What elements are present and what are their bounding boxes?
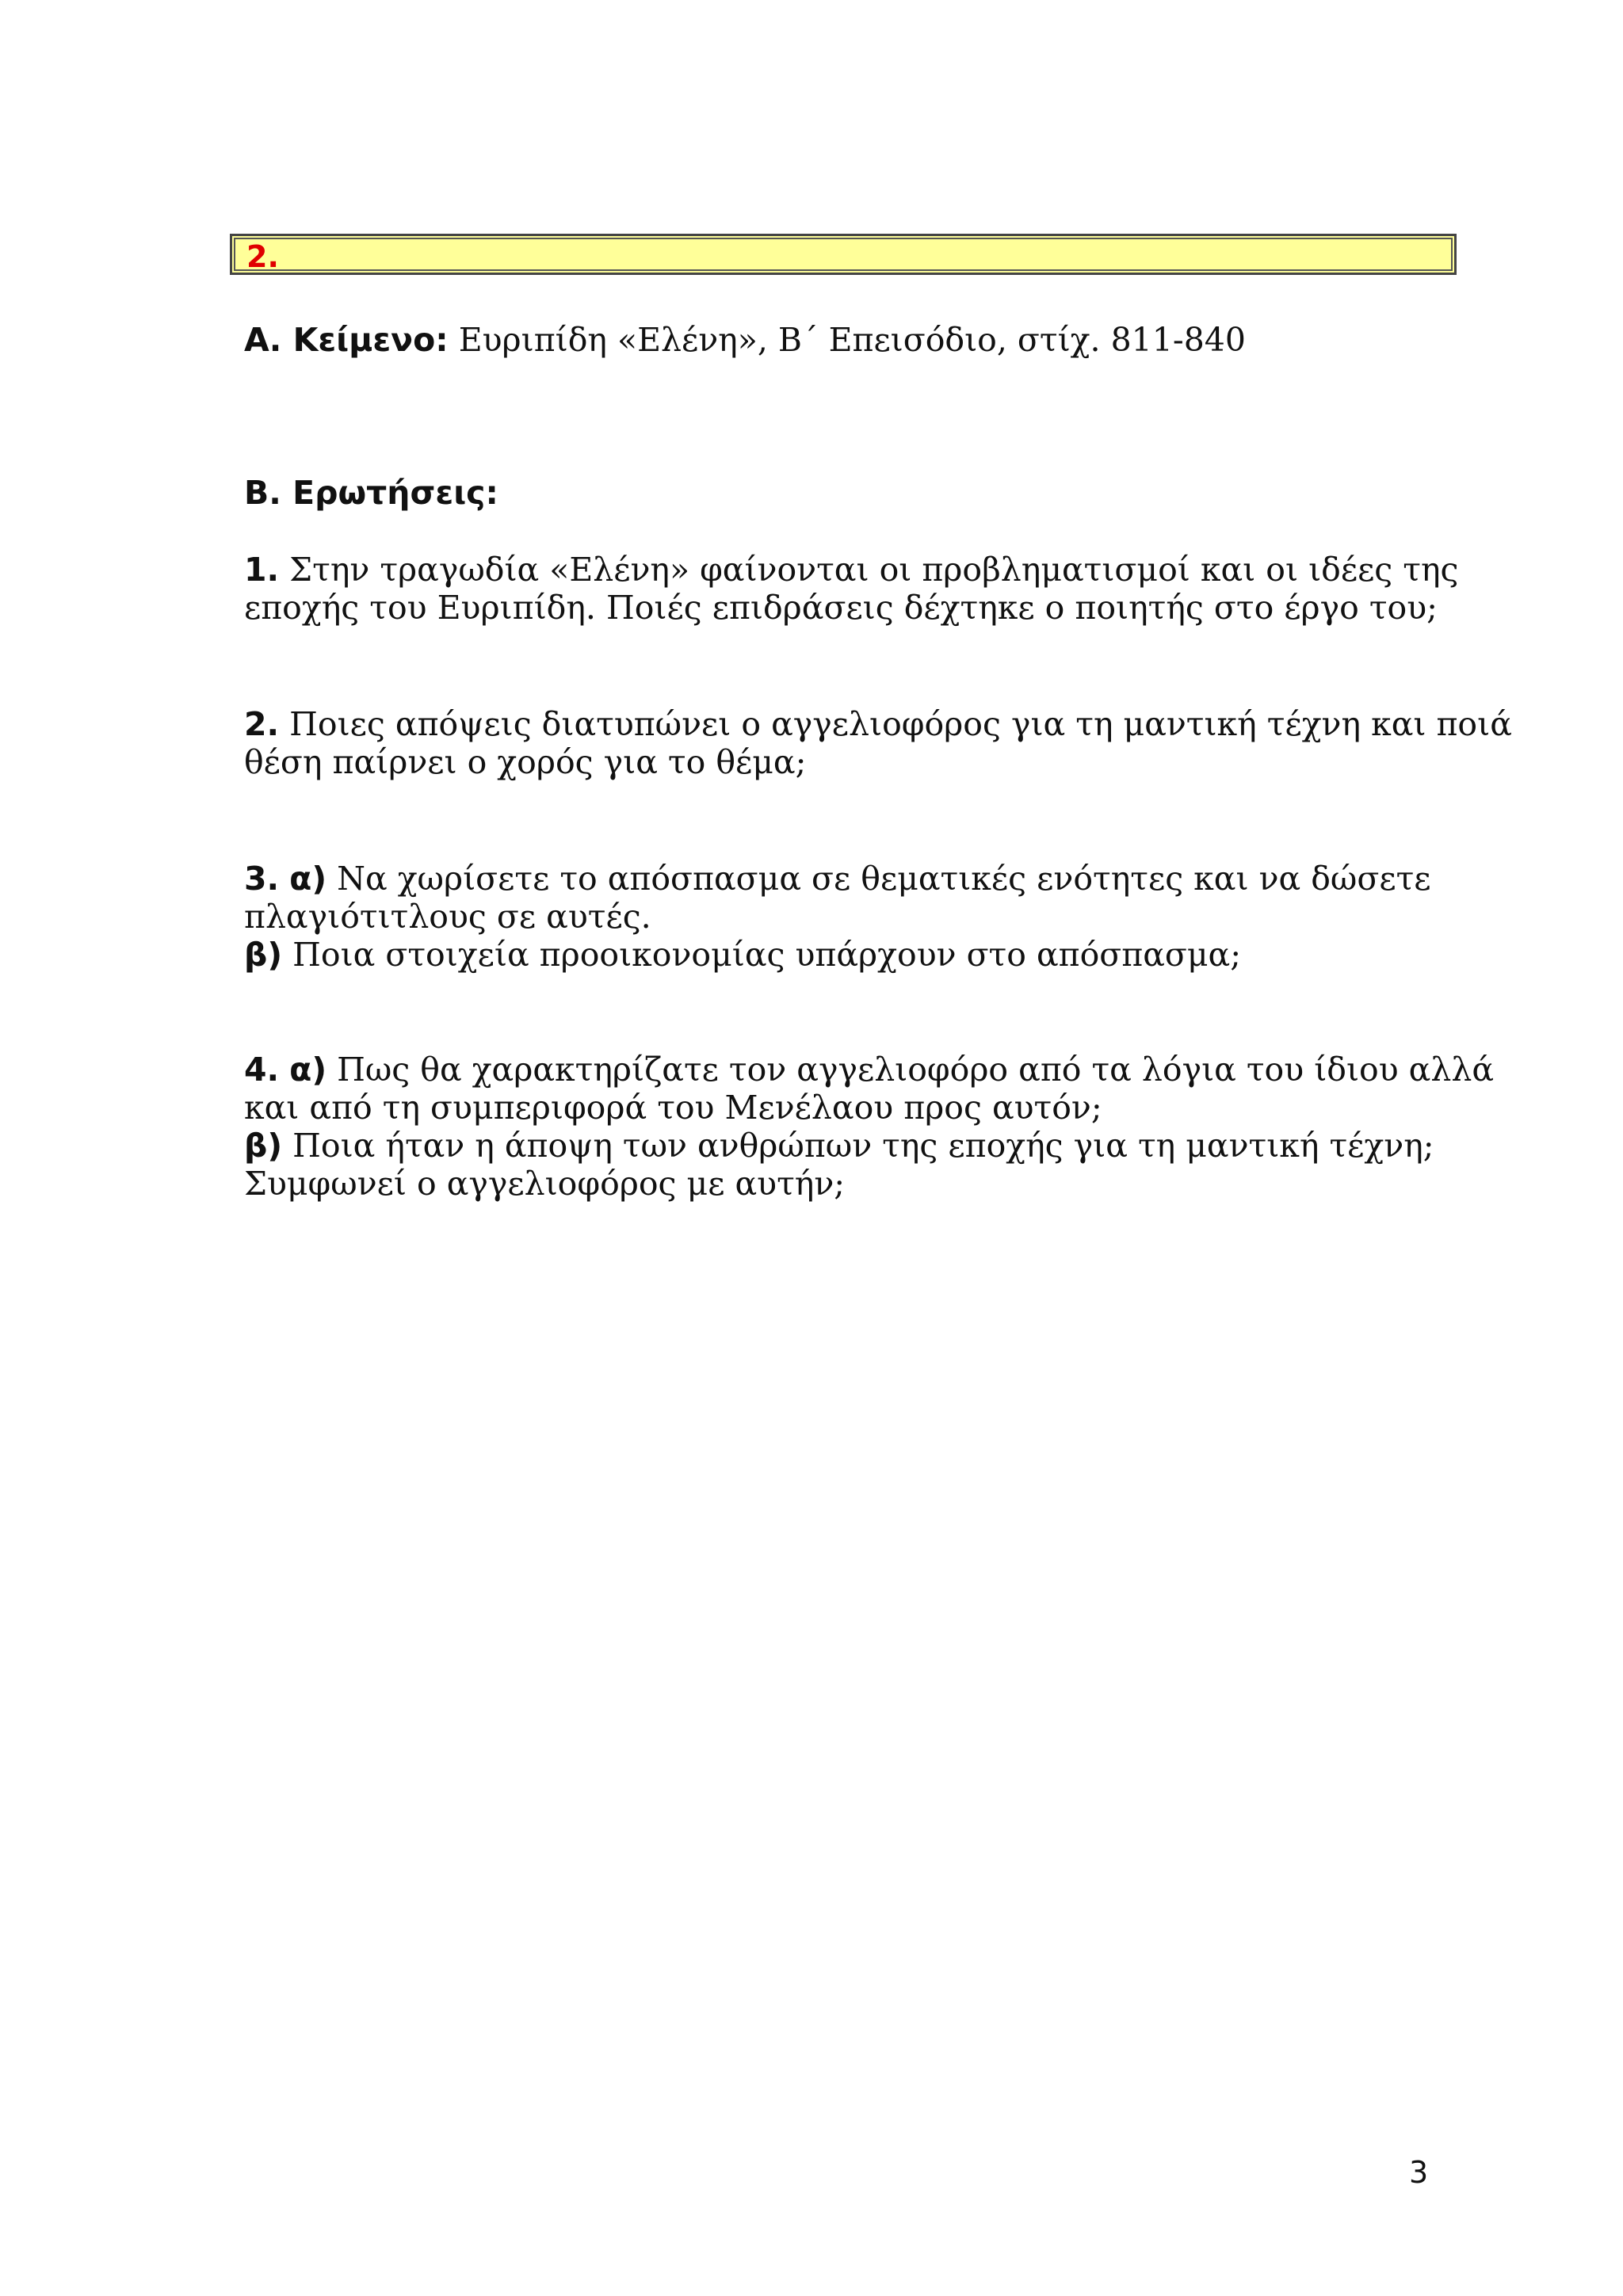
question-3b-line-1	[244, 936, 1241, 974]
question-4a-line-2: και από τη συμπεριφορά του Μενέλαου προς αυτόν;	[244, 1089, 1102, 1127]
question-3-number: 3.	[244, 860, 280, 898]
section-number: 2.	[246, 239, 279, 274]
question-2-line-1	[244, 705, 1512, 743]
question-2-line-2: θέση παίρνει ο χορός για το θέμα;	[244, 743, 807, 781]
question-4b-line-1	[244, 1127, 1434, 1165]
question-4b-label: β)	[244, 1127, 283, 1165]
question-1-line-2: εποχής του Ευριπίδη. Ποιές επιδράσεις δέχτηκε ο ποιητής στο έργο του;	[244, 589, 1438, 627]
question-4b-line-2: Συμφωνεί ο αγγελιοφόρος με αυτήν;	[244, 1165, 846, 1203]
question-4a-text: Πως θα χαρακτηρίζατε τον αγγελιοφόρο από τα λόγια του ίδιου αλλά	[337, 1051, 1495, 1089]
question-3a-text: Να χωρίσετε το απόσπασμα σε θεματικές ενότητες και να δώσετε	[337, 860, 1431, 898]
question-3a-line-2: πλαγιότιτλους σε αυτές.	[244, 898, 651, 936]
question-2-number: 2.	[244, 705, 280, 743]
text-heading-label: Α. Κείμενο:	[244, 321, 449, 359]
section-header-box	[230, 234, 1457, 275]
question-4b-text: Ποια ήταν η άποψη των ανθρώπων της εποχής για τη μαντική τέχνη;	[292, 1127, 1434, 1165]
text-reference-line	[244, 321, 1246, 359]
question-4a-label: α)	[289, 1051, 327, 1089]
question-4-number: 4.	[244, 1051, 280, 1089]
question-3a-label: α)	[289, 860, 327, 898]
question-1-line-1	[244, 551, 1459, 589]
page-number: 3	[1409, 2155, 1429, 2190]
question-4a-line-1	[244, 1051, 1494, 1089]
question-3a-line-1	[244, 860, 1431, 898]
questions-heading: Β. Ερωτήσεις:	[244, 474, 498, 512]
question-3b-label: β)	[244, 936, 283, 974]
question-1-text: Στην τραγωδία «Ελένη» φαίνονται οι προβληματισμοί και οι ιδέες της	[289, 551, 1459, 589]
question-1-number: 1.	[244, 551, 280, 589]
question-2-text: Ποιες απόψεις διατυπώνει ο αγγελιοφόρος για τη μαντική τέχνη και ποιά	[289, 705, 1512, 743]
text-heading-value: Ευριπίδη «Ελένη», Β΄ Επεισόδιο, στίχ. 811-840	[458, 321, 1246, 359]
question-3b-text: Ποια στοιχεία προοικονομίας υπάρχουν στο απόσπασμα;	[292, 936, 1242, 974]
